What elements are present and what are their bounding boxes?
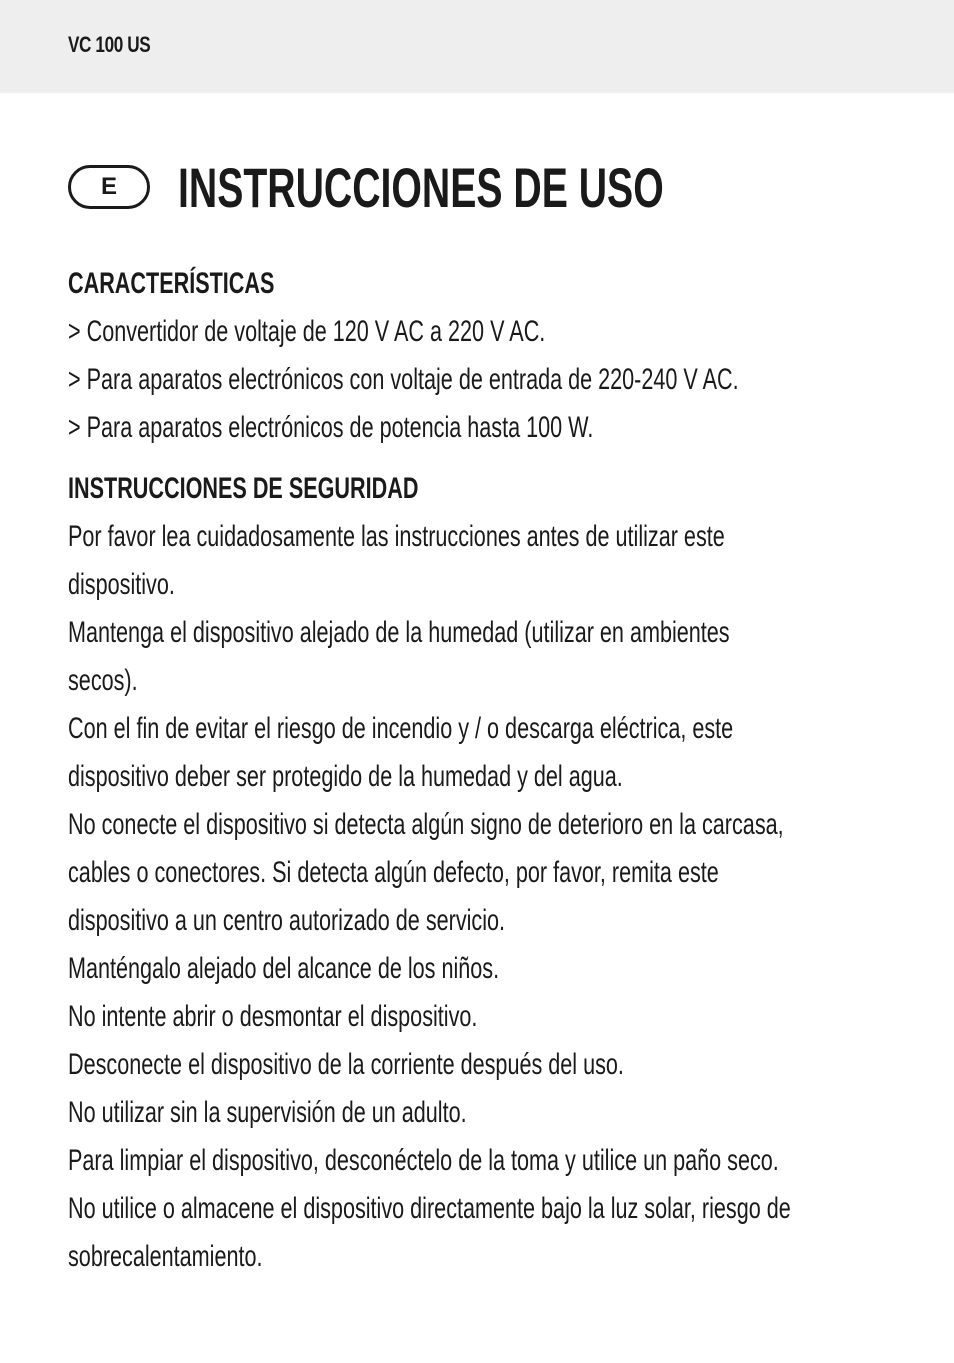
safety-line: Mantenga el dispositivo alejado de la humedad (utilizar en ambientes xyxy=(68,616,730,649)
model-label: VC 100 US xyxy=(68,32,151,57)
safety-line: No intente abrir o desmontar el dispositivo. xyxy=(68,1000,478,1033)
safety-line: cables o conectores. Si detecta algún defecto, por favor, remita este xyxy=(68,856,719,889)
safety-heading: INSTRUCCIONES DE SEGURIDAD xyxy=(68,472,419,505)
safety-line: sobrecalentamiento. xyxy=(68,1240,263,1273)
feature-item: > Para aparatos electrónicos de potencia hasta 100 W. xyxy=(68,411,594,444)
language-badge: E xyxy=(68,165,150,209)
feature-item: > Para aparatos electrónicos con voltaje de entrada de 220-240 V AC. xyxy=(68,363,739,396)
header-band xyxy=(0,0,954,93)
safety-line: dispositivo. xyxy=(68,568,175,601)
feature-item: > Convertidor de voltaje de 120 V AC a 220 V AC. xyxy=(68,315,546,348)
safety-line: No utilice o almacene el dispositivo directamente bajo la luz solar, riesgo de xyxy=(68,1192,791,1225)
features-heading: CARACTERÍSTICAS xyxy=(68,267,275,300)
safety-line: Para limpiar el dispositivo, desconéctelo de la toma y utilice un paño seco. xyxy=(68,1144,779,1177)
safety-line: Con el fin de evitar el riesgo de incendio y / o descarga eléctrica, este xyxy=(68,712,734,745)
safety-line: dispositivo a un centro autorizado de servicio. xyxy=(68,904,506,937)
safety-line: No conecte el dispositivo si detecta algún signo de deterioro en la carcasa, xyxy=(68,808,784,841)
safety-line: Manténgalo alejado del alcance de los niños. xyxy=(68,952,500,985)
safety-line: secos). xyxy=(68,664,138,697)
document-body xyxy=(68,260,860,1281)
safety-line: Desconecte el dispositivo de la corriente después del uso. xyxy=(68,1048,624,1081)
safety-line: Por favor lea cuidadosamente las instrucciones antes de utilizar este xyxy=(68,520,725,553)
page-title: INSTRUCCIONES DE USO xyxy=(178,155,664,219)
safety-line: dispositivo deber ser protegido de la humedad y del agua. xyxy=(68,760,623,793)
title-row xyxy=(68,155,872,219)
safety-line: No utilizar sin la supervisión de un adulto. xyxy=(68,1096,467,1129)
